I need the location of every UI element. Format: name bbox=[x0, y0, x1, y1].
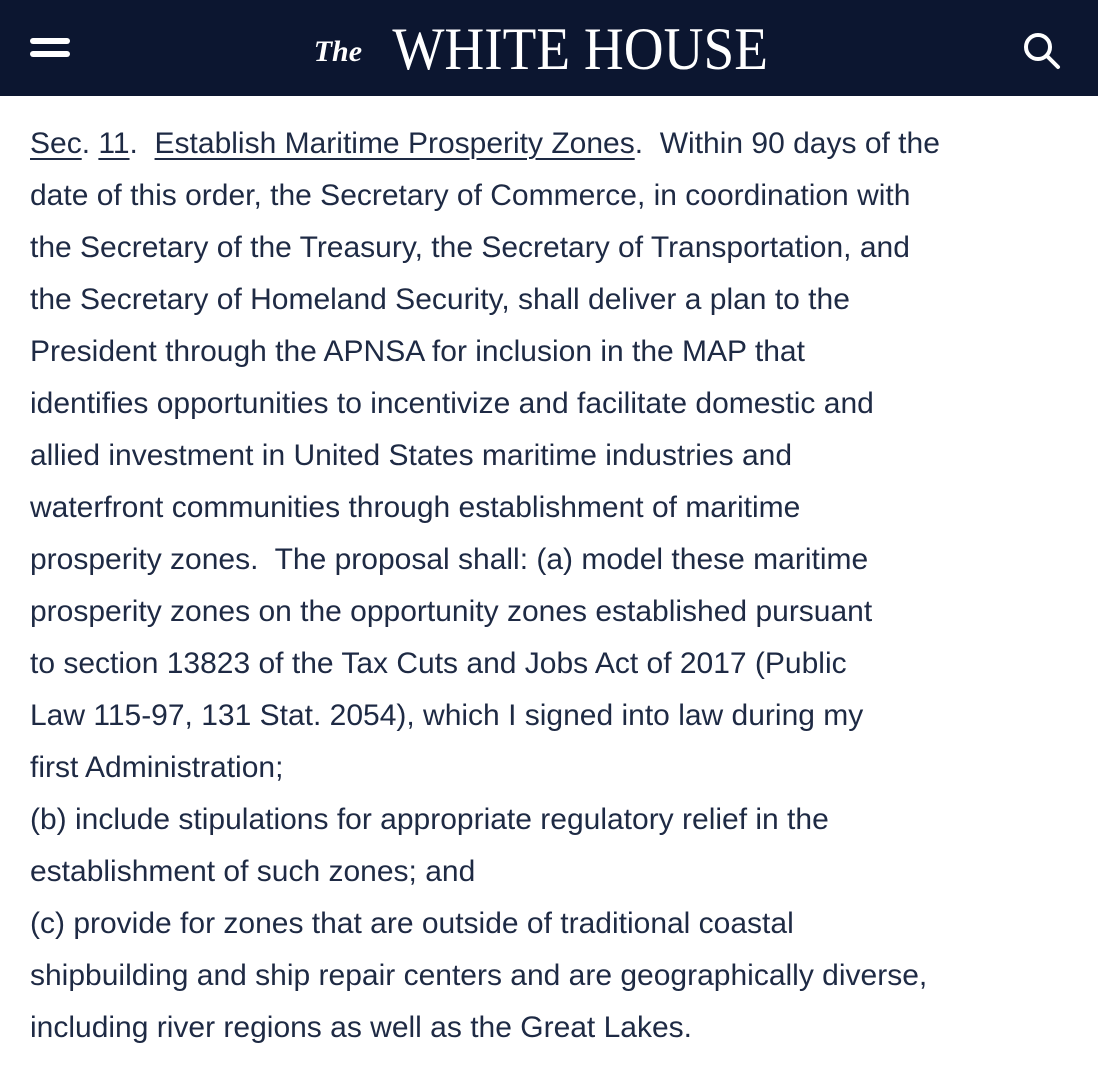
logo-main: WHITE HOUSE bbox=[392, 16, 768, 82]
body-text-line: prosperity zones. The proposal shall: (a) model these maritime bbox=[30, 543, 869, 576]
body-text-line: allied investment in United States maritime industries and bbox=[30, 439, 793, 472]
logo-the: The bbox=[313, 35, 363, 68]
section-number: 11 bbox=[98, 127, 130, 160]
body-text-line: prosperity zones on the opportunity zones established pursuant bbox=[30, 595, 873, 628]
section-label-dot: . bbox=[81, 127, 99, 160]
search-icon[interactable] bbox=[1020, 28, 1064, 72]
body-text-line: waterfront communities through establishment of maritime bbox=[30, 491, 801, 524]
body-text-line: establishment of such zones; and bbox=[30, 855, 476, 888]
body-text-line: date of this order, the Secretary of Commerce, in coordination with bbox=[30, 179, 911, 212]
section-number-dot: . bbox=[129, 127, 155, 160]
document-body bbox=[30, 118, 1080, 1054]
body-text-line: shipbuilding and ship repair centers and are geographically diverse, bbox=[30, 959, 928, 992]
body-text-line: the Secretary of the Treasury, the Secretary of Transportation, and bbox=[30, 231, 910, 264]
body-text-line: President through the APNSA for inclusion in the MAP that bbox=[30, 335, 805, 368]
body-text-line: Law 115-97, 131 Stat. 2054), which I signed into law during my bbox=[30, 699, 864, 732]
menu-bar-top bbox=[30, 38, 70, 44]
list-item-b: (b) include stipulations for appropriate regulatory relief in the bbox=[30, 803, 829, 836]
body-text-line: to section 13823 of the Tax Cuts and Jobs Act of 2017 (Public bbox=[30, 647, 847, 680]
body-text-line: identifies opportunities to incentivize and facilitate domestic and bbox=[30, 387, 874, 420]
body-text-line: Within 90 days of the bbox=[659, 127, 940, 160]
section-title-dot: . bbox=[634, 127, 660, 160]
site-logo[interactable] bbox=[314, 15, 785, 84]
body-text-line: first Administration; bbox=[30, 751, 284, 784]
menu-bar-bottom bbox=[30, 51, 70, 57]
site-header bbox=[0, 0, 1098, 96]
section-label: Sec bbox=[30, 127, 82, 160]
site-logo-wrapper bbox=[0, 0, 1098, 96]
section-heading-line bbox=[30, 118, 1080, 170]
section-title: Establish Maritime Prosperity Zones bbox=[154, 127, 635, 160]
list-item-c: (c) provide for zones that are outside of traditional coastal bbox=[30, 907, 794, 940]
body-text-line: the Secretary of Homeland Security, shall deliver a plan to the bbox=[30, 283, 850, 316]
body-text-line: including river regions as well as the Great Lakes. bbox=[30, 1011, 692, 1044]
hamburger-menu-icon[interactable] bbox=[30, 34, 70, 64]
